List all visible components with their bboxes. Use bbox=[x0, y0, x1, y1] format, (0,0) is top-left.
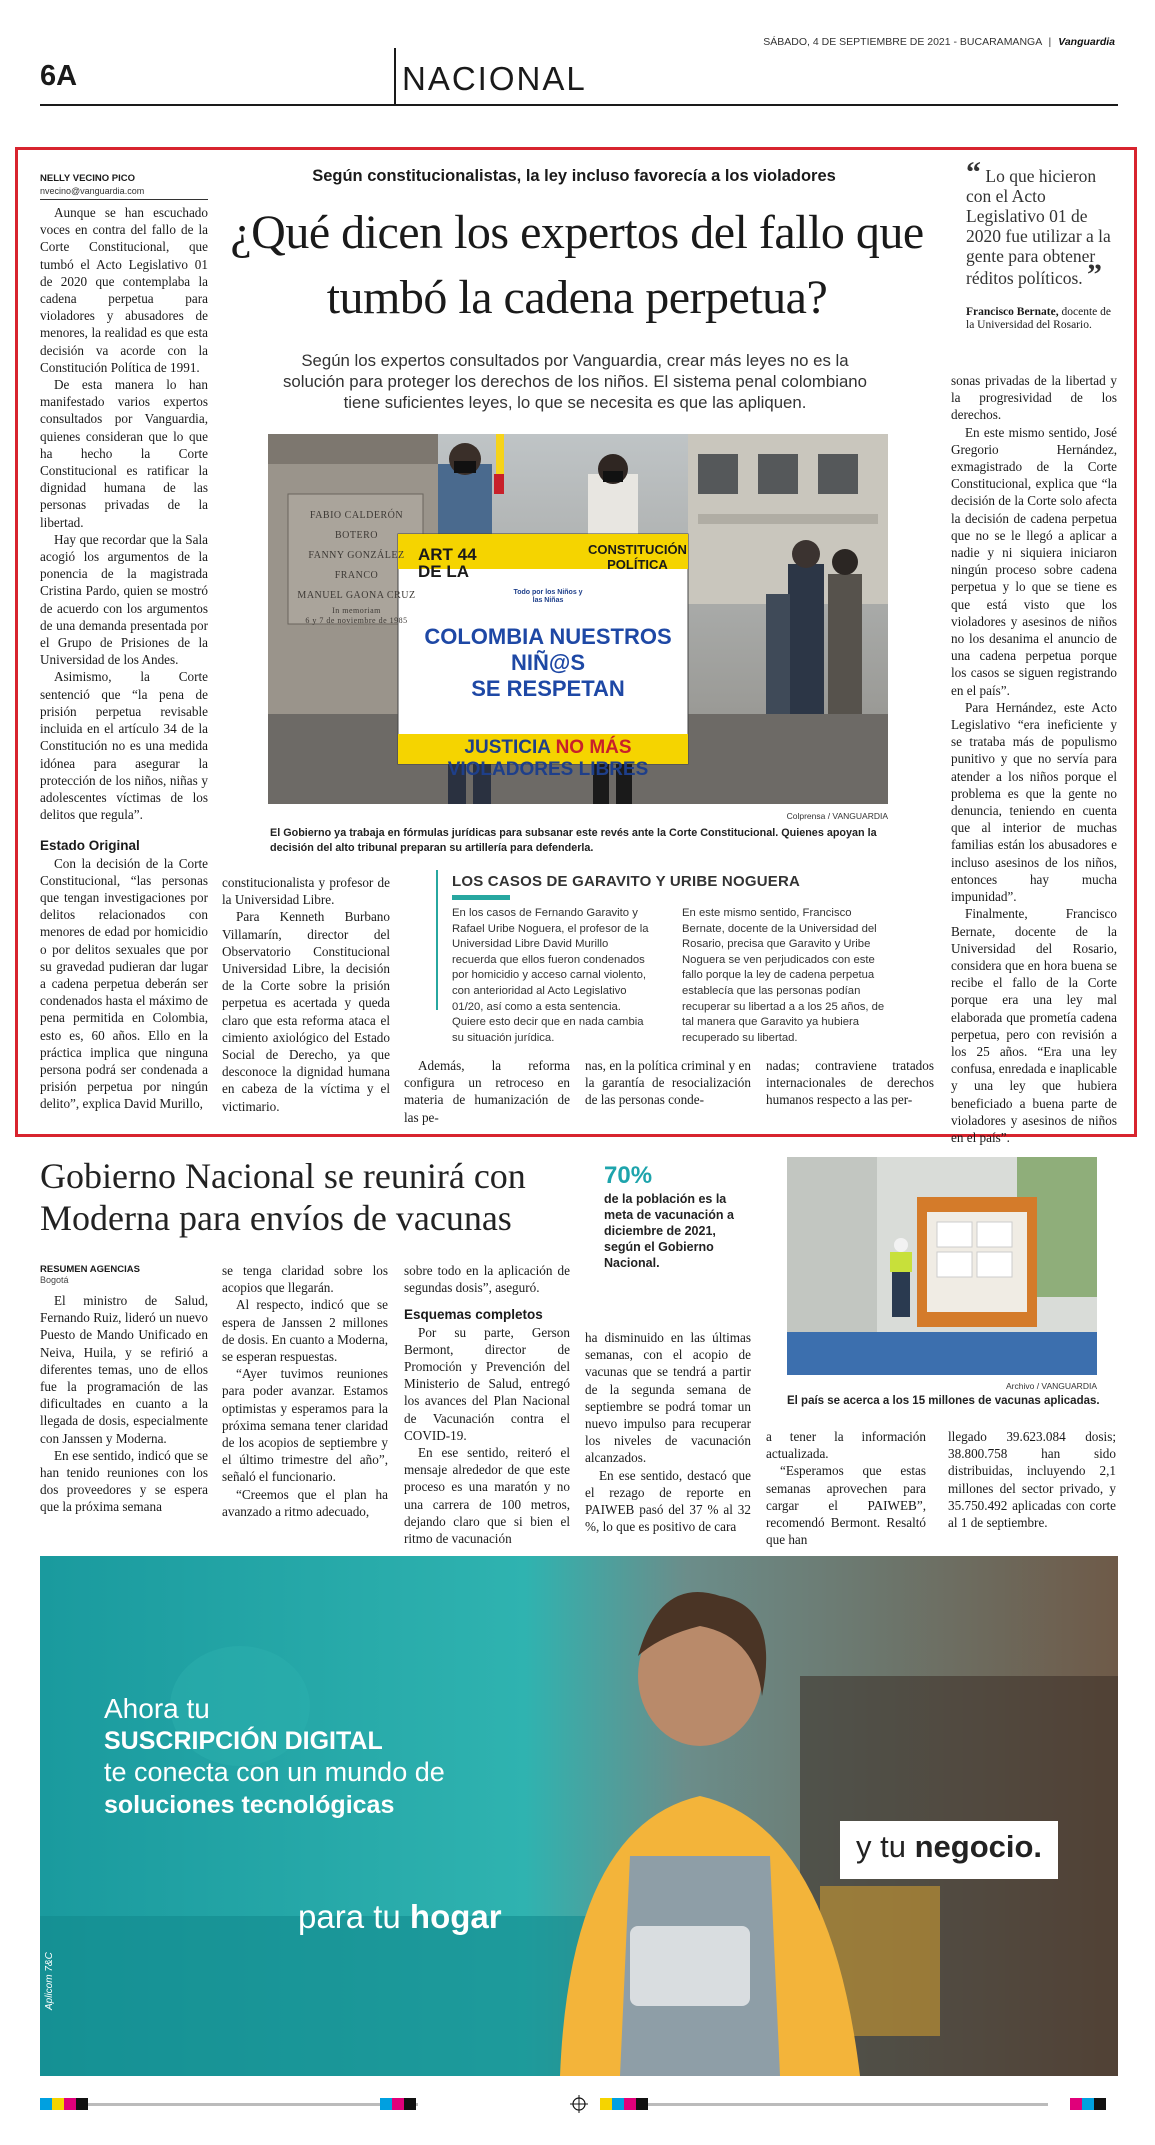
paragraph: En ese sentido, destacó que el rezago de reporte en PAIWEB pasó del 37 % al 32 %, lo que es positivo de cara bbox=[585, 1467, 751, 1535]
registration-marks bbox=[40, 2095, 1118, 2113]
quote-attribution bbox=[966, 306, 1116, 332]
photo2-caption: El país se acerca a los 15 millones de vacunas aplicadas. bbox=[787, 1395, 1100, 1407]
paragraph: En ese sentido, reiteró el mensaje alrededor de que este proceso es una maratón y no una carrera de 100 metros, dejando claro que si bien el ritmo de vacunación bbox=[404, 1445, 570, 1547]
stat-value: 70% bbox=[604, 1162, 653, 1189]
article1-column-1 bbox=[40, 204, 208, 1113]
paragraph: El ministro de Salud, Fernando Ruiz, lideró un nuevo Puesto de Mando Unificado en Neiva, Huila, y se refirió a diferentes temas, uno de ellos fue la programación de las dificultades en cuanto a la llegada de dosis, especialmente con Janssen y Moderna. bbox=[40, 1293, 208, 1446]
article1-headline: ¿Qué dicen los expertos del fallo que tumbó la cadena perpetua? bbox=[230, 206, 924, 324]
plaque-line: FABIO CALDERÓN BOTERO bbox=[309, 510, 404, 541]
header-rule bbox=[40, 104, 1118, 106]
author-email: nvecino@vanguardia.com bbox=[40, 186, 145, 196]
paragraph: “Ayer tuvimos reuniones para poder avanzar. Estamos optimistas y esperamos para la próxima semana tener claridad de los acopios de septiembre y el último trimestre del año”, señaló el funcionario. bbox=[222, 1366, 388, 1485]
article2-column-1 bbox=[40, 1292, 208, 1516]
paragraph: Para Kenneth Burbano Villamarín, director del Observatorio Constitucional Universidad Libre, la decisión de la Corte sobre la prisión perpetua es acertada y queda claro que esta reforma ataca el cimiento axiológico del Estado Social de Derecho, ya que desconoce la dignidad humana en cabeza de la víctima y el victimario. bbox=[222, 909, 390, 1114]
ad-line-2: SUSCRIPCIÓN DIGITAL bbox=[104, 1727, 383, 1755]
photo2-credit: Archivo / VANGUARDIA bbox=[1005, 1381, 1097, 1391]
banner-text: VIOLADORES LIBRES bbox=[447, 759, 649, 780]
banner-constitucion bbox=[588, 542, 687, 572]
banner-text: CONSTITUCIÓN bbox=[588, 542, 687, 557]
dateline: SÁBADO, 4 DE SEPTIEMBRE DE 2021 - BUCARAMANGA | Vanguardia bbox=[763, 36, 1115, 48]
paragraph: De esta manera lo han manifestado varios expertos consultados por Vanguardia, quienes consideran que lo que ha hecho la Corte Constitucional es ratificar la dignidad humana de las personas privadas de la libertad. bbox=[40, 377, 208, 530]
ad-negocio-pre: y tu bbox=[856, 1829, 915, 1864]
ad-negocio-bold: negocio. bbox=[914, 1829, 1043, 1864]
agency-place: Bogotá bbox=[40, 1275, 69, 1285]
paragraph: En ese sentido, indicó que se han tenido reuniones con los dos proveedores y se espera que la próxima semana bbox=[40, 1447, 208, 1515]
banner-main bbox=[408, 624, 688, 702]
paragraph: “Creemos que el plan ha avanzado a ritmo adecuado, bbox=[222, 1486, 388, 1519]
stat-text: de la población es la meta de vacunación a diciembre de 2021, según el Gobierno Nacional. bbox=[604, 1192, 734, 1270]
box-text-right: En este mismo sentido, Francisco Bernate, docente de la Universidad del Rosario, precisa que Garavito y Uribe Noguera se ven perjudicados con este fallo porque la ley de cadena perpetua establecía que las personas podían recuperar su libertad a a los 25 años, de tal manera que Garavito ya hubiera recuperado su libertad. bbox=[682, 907, 885, 1044]
paragraph: Para Hernández, este Acto Legislativo “era ineficiente y se trataba más de populismo punitivo y que no servía para atender a los niños porque el problema es que la gente no denuncia, teniendo en cuenta que al interior de muchas familias están los abusadores e incluso asesinos de los niños, entonces hay mucha impunidad”. bbox=[951, 699, 1117, 905]
ad-line-4: soluciones tecnológicas bbox=[104, 1791, 395, 1819]
quote-author-role: docente de la Universidad del Rosario. bbox=[966, 306, 1111, 331]
vaccine-truck-illustration bbox=[787, 1157, 1097, 1375]
banner-text: ART 44 bbox=[418, 545, 477, 564]
article2-column-5 bbox=[766, 1428, 926, 1548]
banner-nuestros: NUESTROS NIÑ@S bbox=[510, 624, 672, 675]
paragraph: nadas; contraviene tratados internacionales de derechos humanos respecto a las per- bbox=[766, 1058, 934, 1108]
article2-column-4 bbox=[585, 1329, 751, 1535]
plaque-line: 6 y 7 de noviembre de 1985 bbox=[305, 616, 408, 625]
quote-text: Lo que hicieron con el Acto Legislativo 01 de 2020 fue utilizar a la gente para obtener réditos políticos. bbox=[966, 166, 1111, 288]
box-accent-bar bbox=[452, 895, 510, 900]
paragraph: ha disminuido en las últimas semanas, con el acopio de vacunas que se tendrá a partir de la segunda semana de septiembre se podrá tomar un nuevo impulso para recuperar los niveles de vacunación alcanzados. bbox=[585, 1330, 751, 1466]
paragraph: Por su parte, Gerson Bermont, director de Promoción y Prevención del Ministerio de Salud, entregó los avances del Plan Nacional de Vacunación contra el COVID-19. bbox=[404, 1324, 570, 1443]
paragraph: llegado 39.623.084 dosis; 38.800.758 han sido distribuidas, incluyendo 2,1 millones del sector privado, y 35.750.492 aplicadas con corte al 1 de septiembre. bbox=[948, 1429, 1116, 1531]
banner-text: JUSTICIA bbox=[464, 737, 551, 758]
ad-line-1: Ahora tu bbox=[104, 1693, 210, 1724]
article2-column-3 bbox=[404, 1262, 570, 1547]
paragraph: a tener la información actualizada. bbox=[766, 1429, 926, 1462]
paragraph: sonas privadas de la libertad y la progresividad de los derechos. bbox=[951, 373, 1117, 423]
box-text-left: En los casos de Fernando Garavito y Rafael Uribe Noguera, el profesor de la Universidad Libre David Murillo recuerda que ellos fueron condenados por homicidio y acceso carnal violento, con anterioridad al Acto Legislativo 01/20, así como a esta sentencia. Quiere esto decir que en nada cambia su situación jurídica. bbox=[452, 907, 649, 1044]
plaque-line: In memoriam bbox=[332, 606, 381, 615]
paragraph: Hay que recordar que la Sala acogió los argumentos de la ponencia de la magistrada Cristina Pardo, quien se mostró de acuerdo con los argumentos de una demanda presentada por el Grupo de Prisiones de la Universidad de los Andes. bbox=[40, 531, 208, 668]
date-text: SÁBADO, 4 DE SEPTIEMBRE DE 2021 - BUCARAMANGA bbox=[763, 36, 1042, 48]
article1-column-3 bbox=[404, 1057, 570, 1126]
paragraph: constitucionalista y profesor de la Universidad Libre. bbox=[222, 875, 390, 908]
paragraph: se tenga claridad sobre los acopios que llegarán. bbox=[222, 1263, 388, 1296]
ad-hogar bbox=[298, 1898, 502, 1936]
plaque-line: FANNY GONZÁLEZ FRANCO bbox=[308, 550, 405, 581]
banner-todos: Todo por los Niños y las Niñas bbox=[513, 589, 583, 604]
print-registration-bar bbox=[40, 2095, 1118, 2113]
ad-line-3: te conecta con un mundo de bbox=[104, 1757, 445, 1787]
paragraph: Con la decisión de la Corte Constitucional, “las personas que tengan investigaciones por delitos relacionados con menores de edad por homicidio o por delitos sexuales que por su gravedad pudieran dar lugar a cadena perpetua deberán ser condenados hasta el máximo de pena permitida en Colombia, esto es, 60 años. Ello en la práctica implica que ninguna persona podrá ser condenada a prisión perpetua por ningún delito”, explica David Murillo, bbox=[40, 855, 208, 1112]
banner-justicia bbox=[408, 737, 688, 781]
pull-quote bbox=[966, 156, 1116, 291]
author-rule bbox=[40, 199, 208, 200]
article1-lead: Según los expertos consultados por Vanguardia, crear más leyes no es la solución para proteger los derechos de los niños. El sistema penal colombiano tiene suficientes leyes, lo que se necesita es que las apliquen. bbox=[283, 351, 867, 412]
banner-text: DE LA bbox=[418, 562, 469, 581]
article2-headline: Gobierno Nacional se reunirá con Moderna para envíos de vacunas bbox=[40, 1156, 526, 1238]
article2-column-2 bbox=[222, 1262, 388, 1520]
paragraph: Además, la reforma configura un retroceso en materia de humanización de las pe- bbox=[404, 1058, 570, 1125]
subhead-estado-original: Estado Original bbox=[40, 838, 140, 854]
paragraph: Finalmente, Francisco Bernate, docente de la Universidad del Rosario, considera que en hora buena se recibe el fallo de la Corte porque era una ley mal elaborada que prometía cadena perpetua, pero con revisión a los 25 años. “Era una ley confusa, enredada e inaplicable y una ley que hubiera beneficiado a buena parte de violadores y asesinos de niños en el país”. bbox=[951, 906, 1117, 1145]
banner-text: NO MÁS bbox=[555, 737, 632, 758]
author-name: NELLY VECINO PICO bbox=[40, 173, 136, 184]
memorial-plaque bbox=[294, 506, 419, 626]
banner-colombia: COLOMBIA bbox=[424, 624, 544, 649]
article1-column-5 bbox=[766, 1057, 934, 1109]
vaccine-truck-photo bbox=[787, 1157, 1097, 1375]
article1-column-2 bbox=[222, 874, 390, 1115]
banner-art44 bbox=[418, 546, 477, 580]
article1-column-4 bbox=[585, 1057, 751, 1109]
paragraph: nas, en la política criminal y en la garantía de resocialización de las personas conde- bbox=[585, 1058, 751, 1108]
ad-negocio-tag bbox=[840, 1821, 1058, 1879]
photo-credit: Colprensa / VANGUARDIA bbox=[786, 811, 888, 821]
banner-respetan: SE RESPETAN bbox=[471, 676, 625, 701]
brand-name: Vanguardia bbox=[1058, 36, 1115, 48]
box-accent-line bbox=[436, 870, 438, 1010]
article2-column-6 bbox=[948, 1428, 1116, 1531]
photo-caption: El Gobierno ya trabaja en fórmulas jurídicas para subsanar este revés ante la Corte Constitucional. Quienes apoyan la decisión del alto tribunal preparan su artillería para defenderla. bbox=[270, 827, 877, 854]
banner-text: POLÍTICA bbox=[607, 557, 668, 572]
agency-byline: RESUMEN AGENCIAS bbox=[40, 1264, 140, 1275]
section-separator bbox=[394, 48, 396, 106]
paragraph: “Esperamos que estas semanas aprovechen para cargar el PAIWEB”, recomendó Bermont. Resaltó que han bbox=[766, 1463, 926, 1548]
article1-kicker: Según constitucionalistas, la ley incluso favorecía a los violadores bbox=[312, 167, 836, 185]
quote-author: Francisco Bernate, bbox=[966, 306, 1059, 318]
paragraph: Al respecto, indicó que se espera de Janssen 2 millones de dosis. En cuanto a Moderna, se esperan respuestas. bbox=[222, 1297, 388, 1365]
box-title: LOS CASOS DE GARAVITO Y URIBE NOGUERA bbox=[452, 873, 801, 890]
ad-hogar-pre: para tu bbox=[298, 1898, 410, 1935]
ad-hogar-bold: hogar bbox=[409, 1898, 502, 1935]
open-quote-icon: “ bbox=[966, 156, 981, 189]
close-quote-icon: ” bbox=[1087, 258, 1103, 291]
paragraph: Asimismo, la Corte sentenció que “la pena de prisión perpetua revisable incluida en el artículo 34 de la Constitución no es una medida idónea para asegurar la protección de los niños, niñas y adolescentes víctimas de los delitos que regula”. bbox=[40, 669, 208, 823]
ad-credit: Aplicom 7&C bbox=[44, 1952, 55, 2010]
paragraph: Aunque se han escuchado voces en contra del fallo de la Corte Constitucional, que tumbó el Acto Legislativo 01 de 2020 que contemplaba la cadena perpetua para violadores y abusadores de menores, la realidad es que esta decisión va acorde con la Constitución Política de 1991. bbox=[40, 205, 208, 375]
plaque-line: MANUEL GAONA CRUZ bbox=[297, 590, 416, 601]
page-number: 6A bbox=[40, 60, 78, 92]
subhead-esquemas: Esquemas completos bbox=[404, 1307, 543, 1323]
section-name: NACIONAL bbox=[402, 60, 587, 97]
paragraph: sobre todo en la aplicación de segundas dosis”, aseguró. bbox=[404, 1263, 570, 1296]
article1-column-right bbox=[951, 372, 1117, 1146]
protest-photo bbox=[268, 434, 888, 804]
paragraph: En este mismo sentido, José Gregorio Hernández, exmagistrado de la Corte Constitucional, explica que “la decisión de la Corte solo afecta la decisión de cadena perpetua que no se le llegó a aplicar a nadie y ni siquiera iniciaron ningún proceso sobre cadena perpetua y lo que se tiene es que está visto que los violadores y asesinos de niños no los desanima el anuncio de una cadena perpetua porque los casos se siguen registrando en el país”. bbox=[951, 424, 1117, 698]
